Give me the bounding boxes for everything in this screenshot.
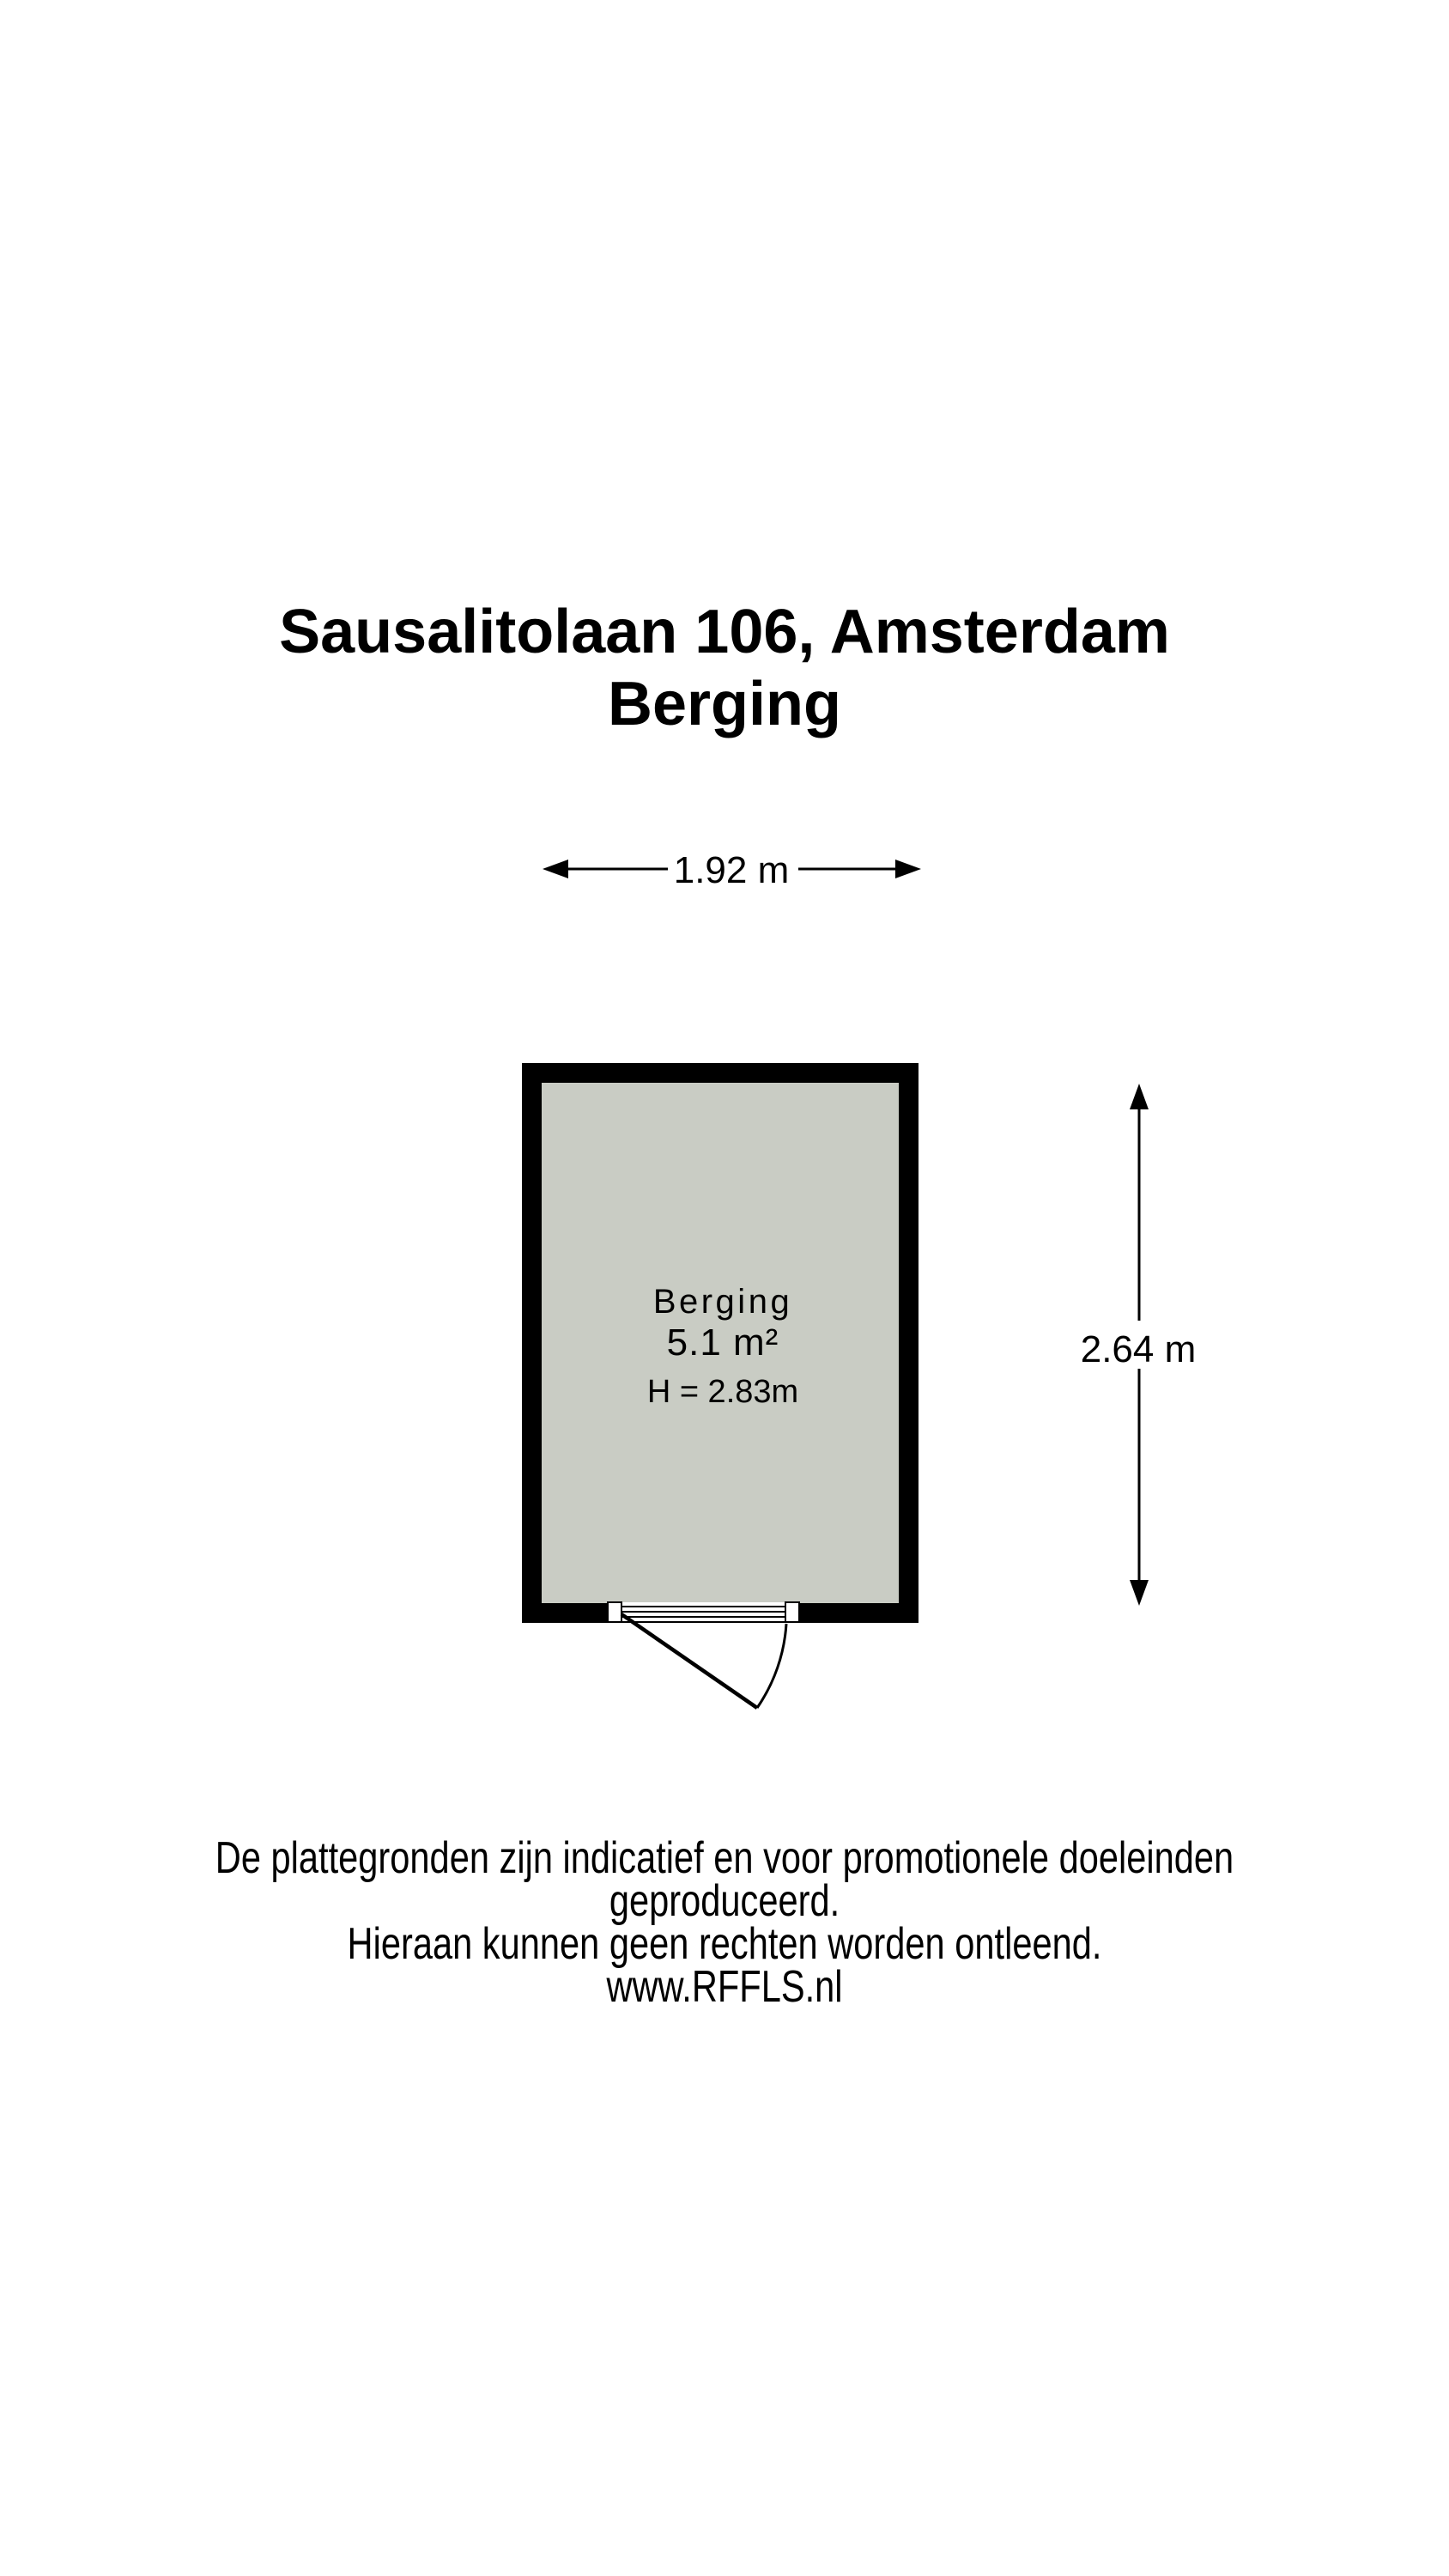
dimension-width-arrowhead-left: [543, 860, 568, 878]
dimension-depth-arrowhead-bottom: [1130, 1580, 1149, 1606]
dimension-width-label: 1.92 m: [673, 849, 790, 891]
room-ceiling-height-label: H = 2.83m: [646, 1374, 799, 1410]
room-name-label: Berging: [652, 1283, 793, 1321]
disclaimer-line-2: Hieraan kunnen geen rechten worden ontleend.: [347, 1919, 1102, 1969]
door-leaf: [621, 1614, 757, 1708]
page-title-address: Sausalitolaan 106, Amsterdam: [279, 598, 1170, 666]
page-title-room: Berging: [607, 670, 841, 738]
door-jamb-left: [608, 1602, 621, 1622]
door-swing-arc: [757, 1624, 786, 1708]
dimension-width-arrowhead-right: [895, 860, 921, 878]
disclaimer-website: www.RFFLS.nl: [606, 1962, 843, 2012]
dimension-depth-arrowhead-top: [1130, 1084, 1149, 1109]
disclaimer-line-1: De plattegronden zijn indicatief en voor promotionele doeleinden geproduceerd.: [215, 1833, 1234, 1926]
dimension-depth-label: 2.64 m: [1080, 1328, 1197, 1370]
room-area-label: 5.1 m²: [666, 1321, 779, 1364]
door: [608, 1602, 799, 1708]
disclaimer-block: [145, 1833, 1304, 2012]
door-jamb-right: [785, 1602, 799, 1622]
dimension-width: [543, 849, 921, 891]
room-berging: [522, 1063, 919, 1708]
dimension-depth: [1081, 1084, 1197, 1606]
